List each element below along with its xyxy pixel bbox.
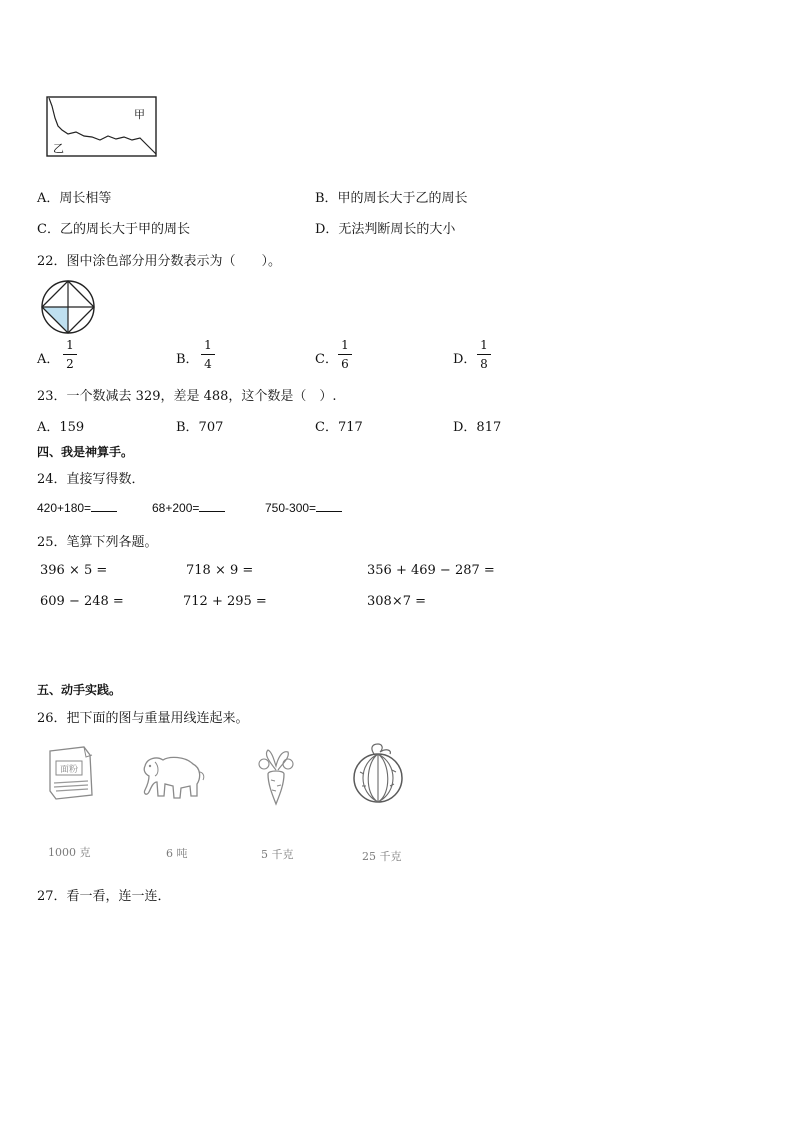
q22-question: 22．图中涂色部分用分数表示为（ ）。 — [37, 254, 282, 269]
q22-circle-square-figure — [41, 280, 95, 334]
q21-option-a[interactable]: A．周长相等 — [37, 191, 112, 206]
q22-option-a-fraction — [63, 339, 77, 370]
q22-option-c-fraction — [338, 339, 352, 370]
fraction-numerator: 1 — [480, 338, 488, 352]
q22-option-b-fraction — [201, 339, 215, 370]
section-4-title: 四、我是神算手。 — [37, 445, 134, 459]
weight-25-kilograms[interactable]: 25 千克 — [362, 850, 402, 863]
fraction-bar — [63, 354, 77, 355]
q21-option-d[interactable]: D．无法判断周长的大小 — [315, 222, 456, 237]
q22-option-b-letter[interactable]: B． — [176, 352, 199, 367]
fraction-bar — [201, 354, 215, 355]
q23-option-c[interactable]: C．717 — [315, 420, 363, 435]
q25-item-6: 308×7 = — [367, 594, 427, 609]
fraction-denominator: 4 — [204, 357, 212, 371]
fraction-denominator: 6 — [341, 357, 349, 371]
q25-item-5: 712 + 295 = — [183, 594, 267, 609]
fraction-denominator: 8 — [480, 357, 488, 371]
q25-question: 25．笔算下列各题。 — [37, 535, 158, 550]
fraction-denominator: 2 — [66, 357, 74, 371]
q22-option-d-fraction — [477, 339, 491, 370]
q25-item-3: 356 + 469 − 287 = — [367, 563, 495, 578]
radish-icon[interactable] — [254, 748, 298, 806]
q24-expression: 68+200= — [152, 501, 200, 515]
elephant-icon[interactable] — [137, 752, 207, 804]
q23-question: 23．一个数减去 329，差是 488，这个数是（ ）. — [37, 389, 337, 404]
label-yi: 乙 — [53, 142, 64, 155]
q23-option-a[interactable]: A．159 — [37, 420, 85, 435]
q22-option-c-letter[interactable]: C． — [315, 352, 338, 367]
q21-option-c[interactable]: C．乙的周长大于甲的周长 — [37, 222, 190, 237]
q23-option-b[interactable]: B．707 — [176, 420, 224, 435]
q27-question: 27．看一看，连一连． — [37, 889, 171, 904]
fraction-bar — [477, 354, 491, 355]
flour-bag-icon[interactable] — [44, 745, 96, 801]
watermelon-icon[interactable] — [350, 742, 406, 806]
q26-question: 26．把下面的图与重量用线连起来。 — [37, 711, 249, 726]
q22-option-d-letter[interactable]: D． — [453, 352, 477, 367]
q24-expression: 750-300= — [265, 501, 317, 515]
fraction-numerator: 1 — [66, 338, 74, 352]
fraction-numerator: 1 — [204, 338, 212, 352]
q24-expression: 420+180= — [37, 501, 92, 515]
q22-option-a-letter[interactable]: A． — [37, 352, 60, 367]
answer-blank[interactable] — [199, 500, 225, 512]
q24-item-3 — [265, 500, 342, 515]
bag-label: 面粉 — [59, 765, 79, 775]
weight-1000-grams[interactable]: 1000 克 — [48, 846, 91, 859]
weight-6-tons[interactable]: 6 吨 — [166, 847, 188, 860]
weight-5-kilograms[interactable]: 5 千克 — [261, 848, 294, 861]
q25-item-4: 609 − 248 = — [40, 594, 124, 609]
q24-question: 24．直接写得数． — [37, 472, 145, 487]
q25-item-1: 396 × 5 = — [40, 563, 108, 578]
label-jia: 甲 — [134, 108, 145, 121]
fraction-bar — [338, 354, 352, 355]
q25-item-2: 718 × 9 = — [186, 563, 254, 578]
q24-item-1 — [37, 500, 117, 515]
q21-option-b[interactable]: B．甲的周长大于乙的周长 — [315, 191, 468, 206]
fraction-numerator: 1 — [341, 338, 349, 352]
q23-option-d[interactable]: D．817 — [453, 420, 502, 435]
q24-item-2 — [152, 500, 225, 515]
section-5-title: 五、动手实践。 — [37, 683, 122, 697]
answer-blank[interactable] — [316, 500, 342, 512]
answer-blank[interactable] — [91, 500, 117, 512]
